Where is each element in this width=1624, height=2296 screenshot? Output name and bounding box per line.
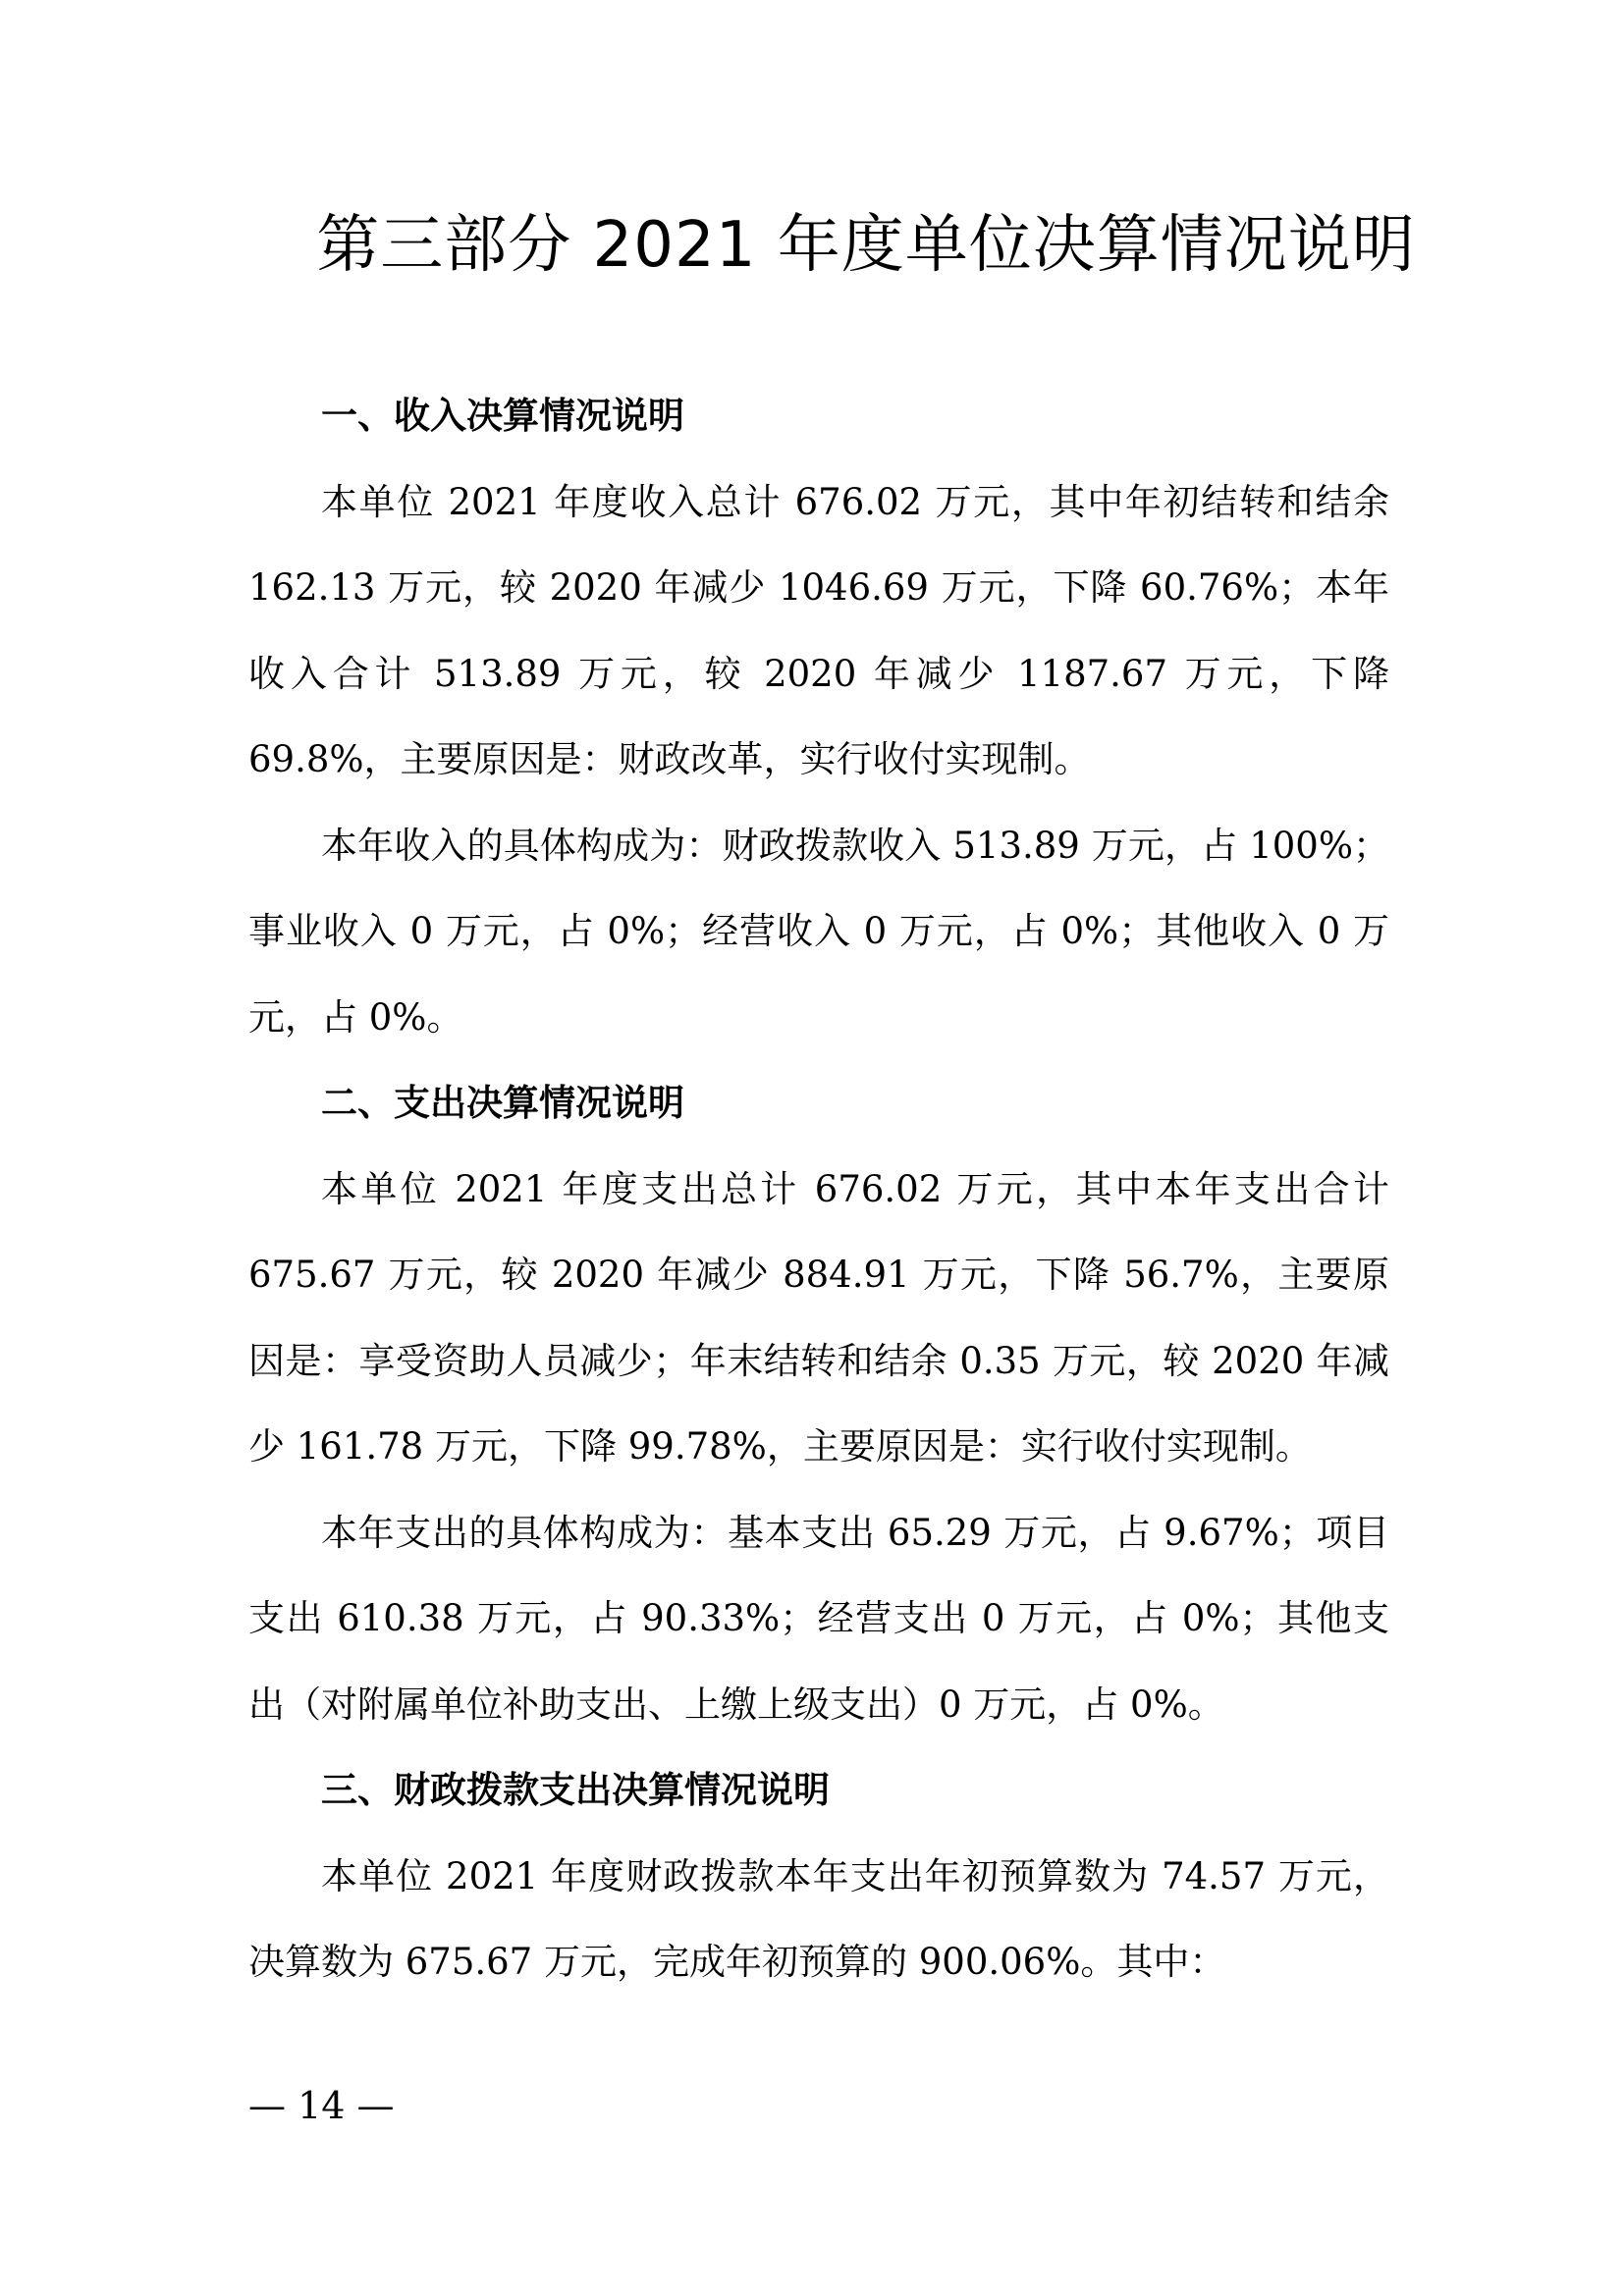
section-heading-fiscal-appropriation: 三、财政拨款支出决算情况说明 — [321, 1769, 830, 1811]
income-composition-paragraph: 本年收入的具体构成为：财政拨款收入 513.89 万元，占 100%；事业收入 0 万元，占 0%；经营收入 0 万元，占 0%；其他收入 0 万元，占 0%。 — [248, 824, 1389, 1039]
income-summary-paragraph: 本单位 2021 年度收入总计 676.02 万元，其中年初结转和结余 162.13 万元，较 2020 年减少 1046.69 万元，下降 60.76%；本年收入合计 513.89 万元，较 2020 年减少 1187.67 万元，下降 69.8%，主要原因是：财政改革，实行收付实现制。 — [248, 480, 1389, 780]
expenditure-composition-paragraph: 本年支出的具体构成为：基本支出 65.29 万元，占 9.67%；项目支出 610.38 万元，占 90.33%；经营支出 0 万元，占 0%；其他支出（对附属单位补助支出、上缴上级支出）0 万元，占 0%。 — [248, 1511, 1389, 1726]
fiscal-appropriation-paragraph: 本单位 2021 年度财政拨款本年支出年初预算数为 74.57 万元，决算数为 675.67 万元，完成年初预算的 900.06%。其中： — [248, 1854, 1389, 1983]
page-title: 第三部分 2021 年度单位决算情况说明 — [316, 209, 1416, 282]
page-number: — 14 — — [248, 2084, 395, 2127]
document-body — [248, 373, 1389, 2005]
section-heading-income: 一、收入决算情况说明 — [321, 395, 684, 437]
section-heading-expenditure: 二、支出决算情况说明 — [321, 1082, 684, 1124]
expenditure-summary-paragraph: 本单位 2021 年度支出总计 676.02 万元，其中本年支出合计 675.67 万元，较 2020 年减少 884.91 万元，下降 56.7%，主要原因是：享受资助人员减少；年末结转和结余 0.35 万元，较 2020 年减少 161.78 万元，下降 99.78%，主要原因是：实行收付实现制。 — [248, 1167, 1389, 1468]
